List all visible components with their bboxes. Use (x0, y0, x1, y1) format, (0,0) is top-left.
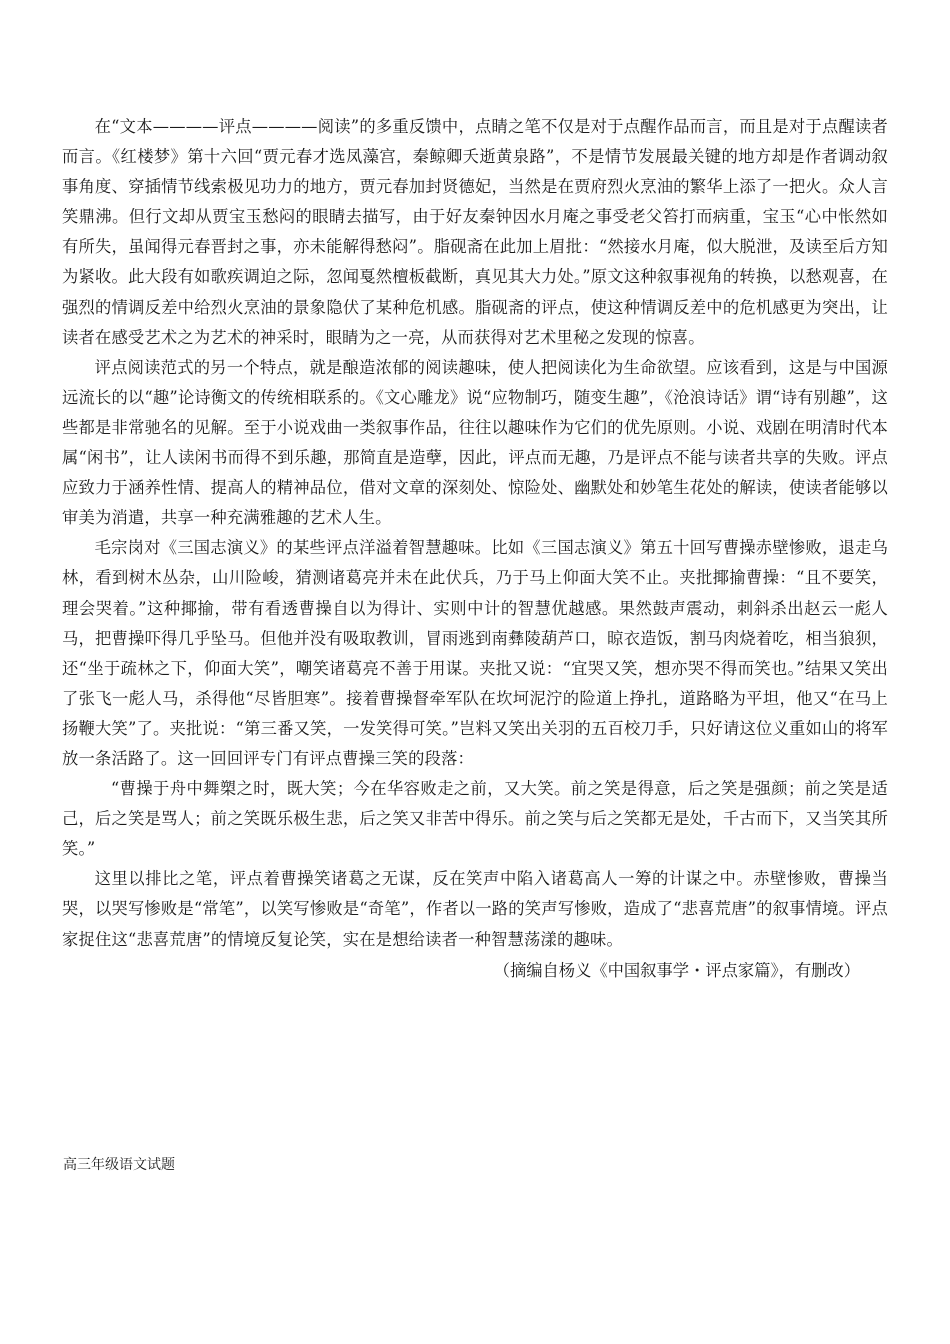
paragraph-3: 毛宗岗对《三国志演义》的某些评点洋溢着智慧趣味。比如《三国志演义》第五十回写曹操赤壁惨败，退走乌林，看到树木丛杂，山川险峻，猜测诸葛亮并未在此伏兵，乃于马上仰面大笑不止。夹批揶揄曹操：“且不要笑，理会哭着。”这种揶揄，带有看透曹操自以为得计、实则中计的智慧优越感。果然鼓声震动，刺斜杀出赵云一彪人马，把曹操吓得几乎坠马。但他并没有吸取教训，冒雨逃到南彝陵葫芦口，晾衣造饭，割马肉烧着吃，相当狼狈，还“坐于疏林之下，仰面大笑”，嘲笑诸葛亮不善于用谋。夹批又说：“宜哭又笑，想亦哭不得而笑也。”结果又笑出了张飞一彪人马，杀得他“尽皆胆寒”。接着曹操督牵军队在坎坷泥泞的险道上挣扎，道路略为平坦，他又“在马上扬鞭大笑”了。夹批说：“第三番又笑，一发笑得可笑。”岂料又笑出关羽的五百校刀手，只好请这位义重如山的将军放一条活路了。这一回回评专门有评点曹操三笑的段落： (62, 538, 888, 768)
source-citation: （摘编自杨义《中国叙事学・评点家篇》，有删改） (493, 960, 860, 980)
quoted-commentary: “曹操于舟中舞槊之时，既大笑；今在华容败走之前，又大笑。前之笑是得意，后之笑是强颜；前之笑是适己，后之笑是骂人；前之笑既乐极生悲，后之笑又非苦中得乐。前之笑与后之笑都无是处，千古而下，又当笑其所笑。” (62, 779, 888, 859)
paragraph-2: 评点阅读范式的另一个特点，就是酿造浓郁的阅读趣味，使人把阅读化为生命欲望。应该看到，这是与中国源远流长的以“趣”论诗衡文的传统相联系的。《文心雕龙》说“应物制巧，随变生趣”，《沧浪诗话》谓“诗有别趣”，这些都是非常驰名的见解。至于小说戏曲一类叙事作品，往往以趣味作为它们的优先原则。小说、戏剧在明清时代本属“闲书”，让人读闲书而得不到乐趣，那简直是造孽，因此，评点而无趣，乃是评点不能与读者共享的失败。评点应致力于涵养性情、提高人的精神品位，借对文章的深刻处、惊险处、幽默处和妙笔生花处的解读，使读者能够以审美为消遣，共享一种充满雅趣的艺术人生。 (62, 357, 888, 528)
page-footer: 高三年级语文试题 (63, 1157, 175, 1173)
article-body (62, 112, 888, 986)
paragraph-5: 这里以排比之笔，评点着曹操笑诸葛之无谋，反在笑声中陷入诸葛高人一筹的计谋之中。赤壁惨败，曹操当哭，以哭写惨败是“常笔”，以笑写惨败是“奇笔”，作者以一路的笑声写惨败，造成了“悲喜荒唐”的叙事情境。评点家捉住这“悲喜荒唐”的情境反复论笑，实在是想给读者一种智慧荡漾的趣味。 (62, 869, 888, 949)
paragraph-1: 在“文本————评点————阅读”的多重反馈中，点睛之笔不仅是对于点醒作品而言，而且是对于点醒读者而言。《红楼梦》第十六回“贾元春才选凤藻宫，秦鲸卿夭逝黄泉路”，不是情节发展最关键的地方却是作者调动叙事角度、穿插情节线索极见功力的地方，贾元春加封贤德妃，当然是在贾府烈火烹油的繁华上添了一把火。众人言笑鼎沸。但行文却从贾宝玉愁闷的眼睛去描写，由于好友秦钟因水月庵之事受老父笞打而病重，宝玉“心中怅然如有所失，虽闻得元春晋封之事，亦未能解得愁闷”。脂砚斋在此加上眉批：“然接水月庵，似大脱泄，及读至后方知为紧收。此大段有如歌疾调迫之际，忽闻戛然檀板截断，真见其大力处。”原文这种叙事视角的转换，以愁观喜，在强烈的情调反差中给烈火烹油的景象隐伏了某种危机感。脂砚斋的评点，使这种情调反差中的危机感更为突出，让读者在感受艺术之为艺术的神采时，眼睛为之一亮，从而获得对艺术里秘之发现的惊喜。 (62, 117, 888, 347)
